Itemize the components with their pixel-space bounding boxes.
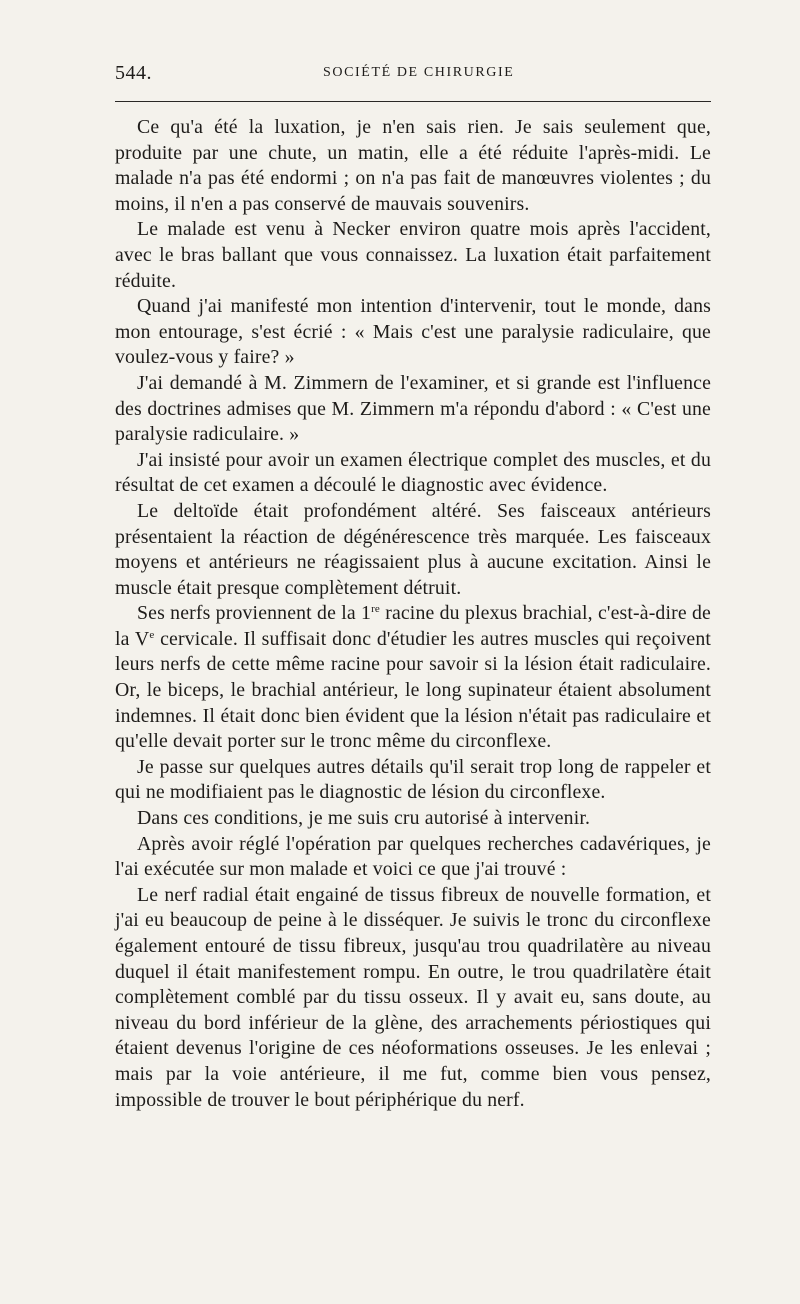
paragraph: Le nerf radial était engainé de tissus fibreux de nouvelle formation, et j'ai eu beaucoup de peine à le disséquer. Je suivis le tronc du circonflexe également entouré de tissu fibreux, jusqu'au trou quadrilatère au niveau duquel il était manifestement rompu. En outre, le trou quadrilatère était complètement comblé par du tissu osseux. Il y avait eu, sans doute, au niveau du bord inférieur de la glène, des arrachements périostiques qui étaient devenus l'origine de ces néoformations osseuses. Je les enlevai ; mais par la voie antérieure, il me fut, comme bien vous pensez, impossible de trouver le bout périphérique du nerf. xyxy=(115,883,711,1111)
paragraph: J'ai demandé à M. Zimmern de l'examiner, et si grande est l'influence des doctrines admises que M. Zimmern m'a répondu d'abord : « C'est une paralysie radiculaire. » xyxy=(115,371,711,446)
page-number: 544. xyxy=(115,62,152,84)
header-rule xyxy=(115,101,711,102)
running-title: SOCIÉTÉ DE CHIRURGIE xyxy=(323,65,515,80)
page-header xyxy=(115,62,711,86)
paragraph: Le deltoïde était profondément altéré. Ses faisceaux antérieurs présentaient la réaction de dégénérescence très marquée. Les faisceaux moyens et antérieurs ne réagissaient plus à aucune excitation. Ainsi le muscle était presque complètement détruit. xyxy=(115,499,711,599)
ordinal-superscript: re xyxy=(371,603,380,616)
ordinal-superscript: e xyxy=(149,628,155,641)
text-run: racine du plexus brachial, c'est-à-dire de la V xyxy=(115,602,711,650)
paragraph: Ce qu'a été la luxation, je n'en sais rien. Je sais seulement que, produite par une chute, un matin, elle a été réduite l'après-midi. Le malade n'a pas été endormi ; on n'a pas fait de manœuvres violentes ; du moins, il n'en a pas conservé de mauvais souvenirs. xyxy=(115,116,711,215)
paragraph: Après avoir réglé l'opération par quelques recherches cadavériques, je l'ai exécutée sur mon malade et voici ce que j'ai trouvé : xyxy=(115,832,711,881)
text-run: Ses nerfs proviennent de la 1 xyxy=(137,602,372,625)
paragraph: J'ai insisté pour avoir un examen électrique complet des muscles, et du résultat de cet examen a découlé le diagnostic avec évidence. xyxy=(115,448,711,497)
body-text xyxy=(115,115,711,1113)
paragraph: Dans ces conditions, je me suis cru autorisé à intervenir. xyxy=(137,807,591,830)
paragraph: Je passe sur quelques autres détails qu'il serait trop long de rappeler et qui ne modifiaient pas le diagnostic de lésion du circonflexe. xyxy=(115,755,711,804)
paragraph: Le malade est venu à Necker environ quatre mois après l'accident, avec le bras ballant que vous connaissez. La luxation était parfaitement réduite. xyxy=(115,218,711,292)
text-run: cervicale. Il suffisait donc d'étudier les autres muscles qui reçoivent leurs nerfs de cette même racine pour savoir si la lésion était radiculaire. Or, le biceps, le brachial antérieur, le long supinateur étaient absolument indemnes. Il était donc bien évident que la lésion n'était pas radiculaire et qu'elle devait porter sur le tronc même du circonflexe. xyxy=(115,627,712,753)
paragraph: Quand j'ai manifesté mon intention d'intervenir, tout le monde, dans mon entourage, s'est écrié : « Mais c'est une paralysie radiculaire, que voulez-vous y faire? » xyxy=(115,295,711,369)
paragraph xyxy=(115,601,711,755)
